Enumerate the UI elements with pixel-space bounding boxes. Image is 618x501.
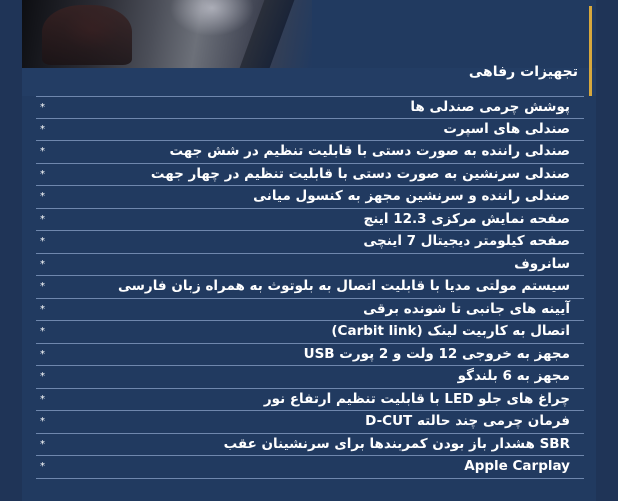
- star-icon: *: [40, 348, 45, 360]
- feature-label: صفحه کیلومتر دیجیتال 7 اینچی: [363, 233, 570, 249]
- accent-bar: [589, 6, 592, 96]
- feature-label: فرمان چرمی چند حالته D-CUT: [365, 413, 570, 429]
- star-icon: *: [40, 393, 45, 405]
- feature-row: [36, 164, 584, 187]
- star-icon: *: [40, 438, 45, 450]
- feature-row: [36, 186, 584, 209]
- star-icon: *: [40, 213, 45, 225]
- star-icon: *: [40, 191, 45, 202]
- feature-row: [36, 411, 584, 434]
- feature-label: مجهز به خروجی 12 ولت و 2 پورت USB: [303, 345, 570, 362]
- feature-row: [36, 254, 584, 277]
- star-icon: *: [40, 146, 45, 157]
- feature-row: [36, 389, 584, 412]
- feature-label: صندلی راننده به صورت دستی با قابلیت تنظیم در شش جهت: [169, 143, 570, 159]
- feature-row: [36, 456, 584, 479]
- star-icon: *: [40, 281, 45, 292]
- star-icon: *: [40, 236, 45, 247]
- feature-row: [36, 209, 584, 232]
- feature-row: [36, 434, 584, 457]
- feature-label: SBR هشدار باز بودن کمربندها برای سرنشینان عقب: [223, 435, 570, 452]
- feature-row: [36, 119, 584, 142]
- feature-row: [36, 96, 584, 119]
- star-icon: *: [40, 461, 45, 472]
- feature-label: اتصال به کاربیت لینک (Carbit link): [331, 323, 570, 339]
- star-icon: *: [40, 326, 45, 337]
- star-icon: *: [40, 303, 45, 315]
- feature-row: [36, 321, 584, 344]
- star-icon: *: [40, 416, 45, 427]
- feature-label: Apple Carplay: [464, 458, 570, 474]
- star-icon: *: [40, 123, 45, 135]
- feature-label: صندلی های اسپرت: [443, 120, 570, 137]
- feature-label: چراغ های جلو LED با قابلیت تنظیم ارتفاع نور: [263, 390, 570, 407]
- feature-label: آیینه های جانبی تا شونده برقی: [363, 300, 570, 317]
- feature-label: سانروف: [514, 255, 570, 272]
- feature-label: صفحه نمایش مرکزی 12.3 اینچ: [363, 210, 570, 227]
- feature-row: [36, 276, 584, 299]
- feature-row: [36, 366, 584, 389]
- feature-row: [36, 141, 584, 164]
- star-icon: *: [40, 102, 45, 113]
- star-icon: *: [40, 168, 45, 180]
- section-title: تجهیزات رفاهی: [468, 64, 578, 80]
- star-icon: *: [40, 258, 45, 270]
- feature-label: سیستم مولتی مدیا با قابلیت اتصال به بلوتوث به همراه زبان فارسی: [118, 278, 570, 294]
- star-icon: *: [40, 371, 45, 382]
- car-interior-photo: [22, 0, 312, 68]
- feature-label: مجهز به 6 بلندگو: [457, 368, 570, 384]
- feature-label: صندلی راننده و سرنشین مجهز به کنسول میانی: [253, 188, 570, 204]
- feature-list: [36, 96, 584, 479]
- feature-row: [36, 344, 584, 367]
- seat-shape: [42, 5, 132, 65]
- pillar-shape: [240, 0, 295, 68]
- feature-label: پوشش چرمی صندلی ها: [410, 99, 570, 115]
- feature-row: [36, 299, 584, 322]
- feature-row: [36, 231, 584, 254]
- feature-label: صندلی سرنشین به صورت دستی با قابلیت تنظیم در چهار جهت: [150, 165, 570, 182]
